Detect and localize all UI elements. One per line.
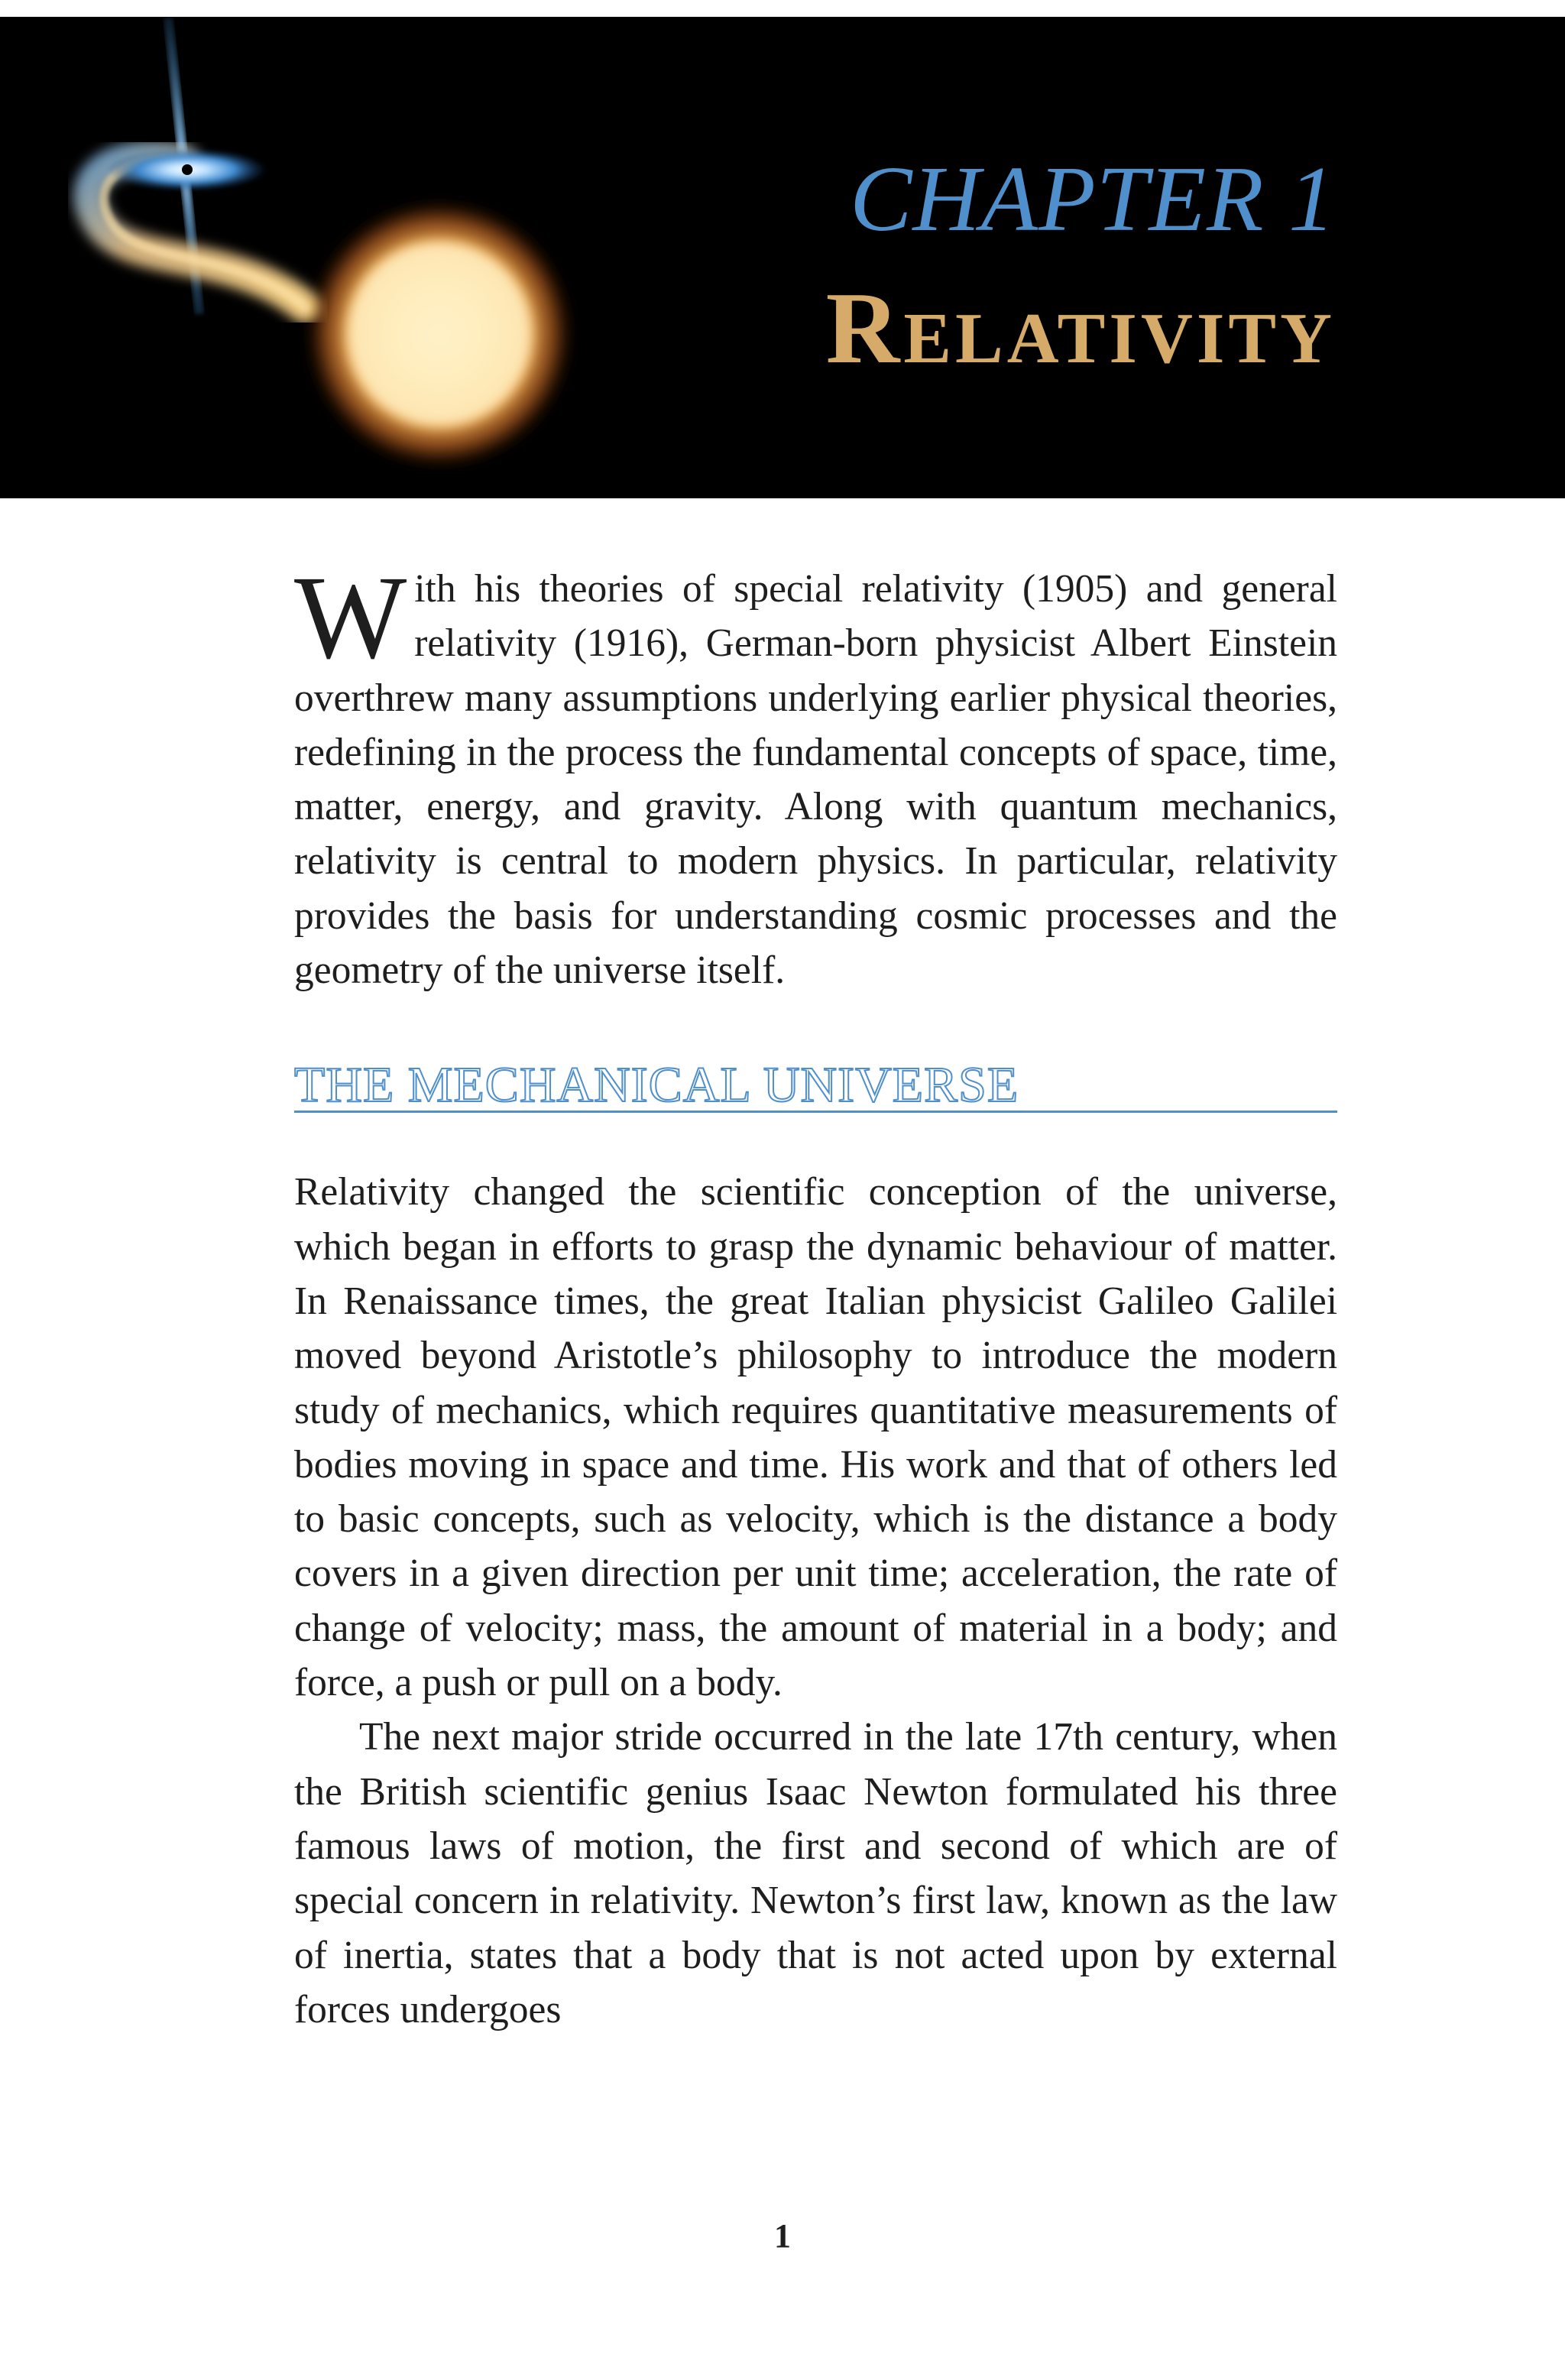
body-paragraph: Relativity changed the scientific conception of the universe, which began in efforts to grasp the dynamic behaviour of matter. In Renaissance times, the great Italian physicist Galileo Galilei moved beyond Aristotle’s philosophy to introduce the modern study of mechanics, which requires quantitative measurements of bodies moving in space and time. His work and that of others led to basic concepts, such as velocity, which is the distance a body covers in a given direction per unit time; acceleration, the rate of change of velocity; mass, the amount of material in a body; and force, a push or pull on a body. <box>294 1170 1337 1705</box>
section-heading <box>294 1057 1337 1113</box>
page-content <box>294 551 1337 2037</box>
intro-paragraph <box>294 551 1337 997</box>
drop-cap: W <box>294 551 407 683</box>
star-accretion-illustration <box>0 17 627 498</box>
intro-text: ith his theories of special relativity (1905) and general relativity (1916), German-born physicist Albert Einstein overthrew many assumptions underlying earlier physical theories, redefining in the process the fundamental concepts of space, time, matter, energy, and gravity. Along with quantum mechanics, relativity is central to modern physics. In particular, relativity provides the basis for understanding cosmic processes and the geometry of the universe itself. <box>294 567 1337 993</box>
chapter-banner <box>0 17 1565 498</box>
chapter-title: Relativity <box>825 271 1336 384</box>
section-heading-text: THE MECHANICAL UNIVERSE <box>294 1057 1019 1114</box>
page-number: 1 <box>774 2217 791 2255</box>
body-paragraph: The next major stride occurred in the late 17th century, when the British scientific genius Isaac Newton formulated his three famous laws of motion, the first and second of which are of special concern in relativity. Newton’s first law, known as the law of inertia, states that a body that is not acted upon by external forces undergoes <box>294 1715 1337 2031</box>
chapter-label: CHAPTER 1 <box>850 148 1336 251</box>
